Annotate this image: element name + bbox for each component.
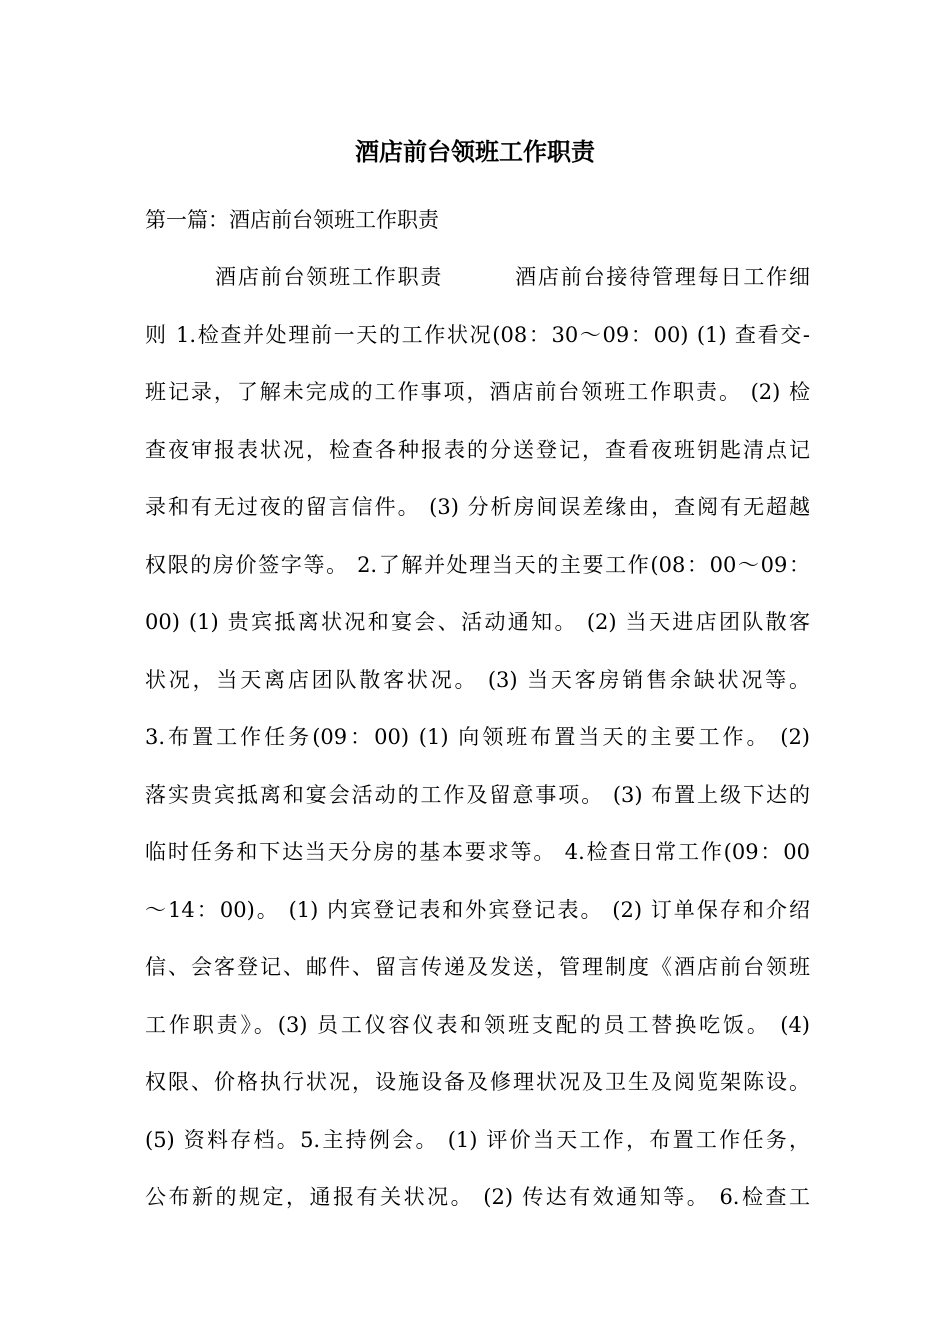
paragraph-line: 00) (1) 贵宾抵离状况和宴会、活动通知。 (2) 当天进店团队散客 [145, 610, 810, 634]
paragraph-line: 3.布置工作任务(09：00) (1) 向领班布置当天的主要工作。 (2) [145, 725, 810, 749]
paragraph-line: 则 1.检查并处理前一天的工作状况(08：30～09：00) (1) 查看交- [145, 322, 810, 347]
paragraph-line: 状况，当天离店团队散客状况。 (3) 当天客房销售余缺状况等。 [145, 667, 810, 692]
paragraph-line: 工作职责》。(3) 员工仪容仪表和领班支配的员工替换吃饭。 (4) [145, 1012, 810, 1037]
document-title: 酒店前台领班工作职责 [355, 137, 595, 166]
paragraph-line: 权限、价格执行状况，设施设备及修理状况及卫生及阅览架陈设。 [145, 1070, 810, 1094]
section-heading: 第一篇：酒店前台领班工作职责 [145, 208, 439, 232]
document-body [145, 256, 810, 1234]
paragraph-line: 信、会客登记、邮件、留言传递及发送，管理制度《酒店前台领班 [145, 955, 810, 979]
paragraph-line: 权限的房价签字等。 2.了解并处理当天的主要工作(08：00～09： [145, 552, 810, 577]
paragraph-lead-title: 酒店前台领班工作职责 [215, 265, 444, 289]
paragraph-line: 班记录，了解未完成的工作事项，酒店前台领班工作职责。 (2) 检 [145, 380, 810, 404]
paragraph-line: 录和有无过夜的留言信件。 (3) 分析房间误差缘由，查阅有无超越 [145, 495, 810, 519]
paragraph-line: 公布新的规定，通报有关状况。 (2) 传达有效通知等。 6.检查工 [145, 1185, 810, 1209]
paragraph-line: ～14：00)。 (1) 内宾登记表和外宾登记表。 (2) 订单保存和介绍 [145, 897, 810, 922]
paragraph-lead-subtitle: 酒店前台接待管理每日工作细 [513, 265, 811, 289]
paragraph-line: 查夜审报表状况，检查各种报表的分送登记，查看夜班钥匙清点记 [145, 437, 810, 462]
paragraph-line: 临时任务和下达当天分房的基本要求等。 4.检查日常工作(09：00 [145, 840, 810, 864]
paragraph-line: (5) 资料存档。5.主持例会。 (1) 评价当天工作，布置工作任务， [145, 1127, 810, 1152]
paragraph-line [145, 256, 810, 314]
paragraph-line: 落实贵宾抵离和宴会活动的工作及留意事项。 (3) 布置上级下达的 [145, 782, 810, 807]
